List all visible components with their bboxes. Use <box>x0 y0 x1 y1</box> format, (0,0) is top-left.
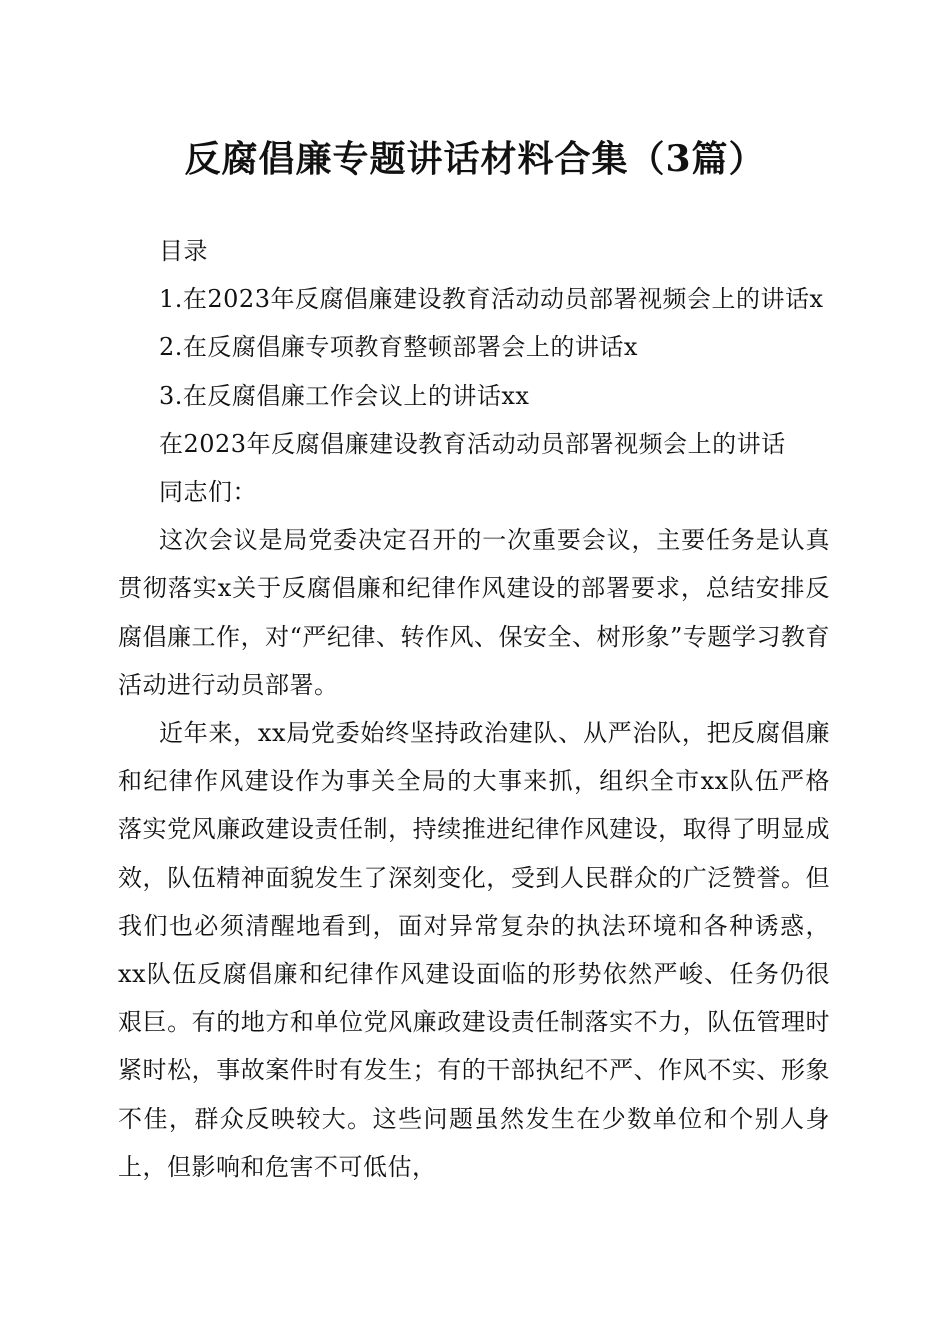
toc-item-2: 2.在反腐倡廉专项教育整顿部署会上的讲话x <box>159 333 638 362</box>
toc-heading: 目录 <box>159 237 208 265</box>
salutation: 同志们： <box>159 478 257 507</box>
toc-item-3: 3.在反腐倡廉工作会议上的讲话xx <box>159 381 530 410</box>
document-title: 反腐倡廉专题讲话材料合集（3篇） <box>184 138 766 180</box>
paragraph-1: 这次会议是局党委决定召开的一次重要会议，主要任务是认真贯彻落实x关于反腐倡廉和纪律作风建设的部署要求，总结安排反腐倡廉工作，对“严纪律、转作风、保安全、树形象”专题学习教育活动进行动员部署。 <box>118 526 830 699</box>
document-body <box>118 227 830 1191</box>
section-heading: 在2023年反腐倡廉建设教育活动动员部署视频会上的讲话 <box>159 429 786 458</box>
toc-item-1: 1.在2023年反腐倡廉建设教育活动动员部署视频会上的讲话x <box>159 285 824 314</box>
paragraph-2: 近年来，xx局党委始终坚持政治建队、从严治队，把反腐倡廉和纪律作风建设作为事关全局的大事来抓，组织全市xx队伍严格落实党风廉政建设责任制，持续推进纪律作风建设，取得了明显成效，队伍精神面貌发生了深刻变化，受到人民群众的广泛赞誉。但我们也必须清醒地看到，面对异常复杂的执法环境和各种诱惑，xx队伍反腐倡廉和纪律作风建设面临的形势依然严峻、任务仍很艰巨。有的地方和单位党风廉政建设责任制落实不力，队伍管理时紧时松，事故案件时有发生；有的干部执纪不严、作风不实、形象不佳，群众反映较大。这些问题虽然发生在少数单位和个别人身上，但影响和危害不可低估， <box>118 719 830 1181</box>
